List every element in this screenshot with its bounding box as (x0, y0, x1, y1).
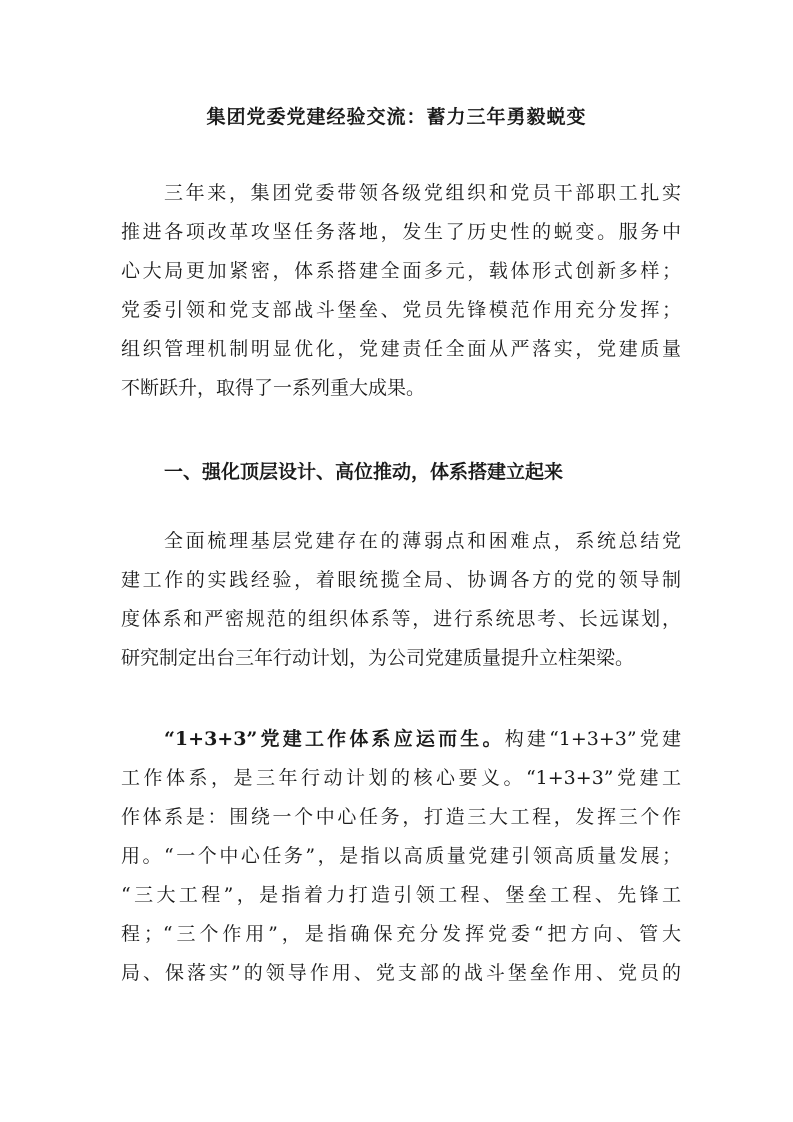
paragraph-line: 局、保落实”的领导作用、党支部的战斗堡垒作用、党员的 (121, 962, 681, 984)
paragraph-line: 作体系是：围绕一个中心任务，打造三大工程，发挥三个作 (121, 806, 681, 828)
paragraph-line: 党委引领和党支部战斗堡垒、党员先锋模范作用充分发挥； (121, 299, 681, 321)
paragraph-line: 程；“三个作用”，是指确保充分发挥党委“把方向、管大 (121, 923, 681, 945)
intro-paragraph (121, 174, 681, 408)
paragraph-line: “三大工程”，是指着力打造引领工程、堡垒工程、先锋工 (121, 884, 681, 906)
subsection-lead: “1+3+3”党建工作体系应运而生。 (164, 728, 505, 750)
subsection-lead-continuation: 构建“1+3+3”党建 (504, 728, 681, 750)
paragraph-line: 用。“一个中心任务”，是指以高质量党建引领高质量发展； (121, 845, 681, 867)
paragraph-line: 不断跃升，取得了一系列重大成果。 (121, 377, 426, 399)
paragraph-line (121, 720, 681, 759)
paragraph-line: 全面梳理基层党建存在的薄弱点和困难点，系统总结党 (164, 530, 681, 552)
section1-paragraph (121, 522, 681, 678)
paragraph-line: 推进各项改革攻坚任务落地，发生了历史性的蜕变。服务中 (121, 221, 681, 243)
paragraph-line: 建工作的实践经验，着眼统揽全局、协调各方的党的领导制 (121, 569, 681, 591)
document-title: 集团党委党建经验交流：蓄力三年勇毅蜕变 (206, 106, 587, 128)
paragraph-line: 工作体系，是三年行动计划的核心要义。“1+3+3”党建工 (121, 767, 681, 789)
paragraph-line: 组织管理机制明显优化，党建责任全面从严落实，党建质量 (121, 338, 681, 360)
paragraph-line: 度体系和严密规范的组织体系等，进行系统思考、长远谋划， (121, 608, 681, 630)
section-heading: 一、强化顶层设计、高位推动，体系搭建立起来 (164, 461, 564, 483)
paragraph-line: 三年来，集团党委带领各级党组织和党员干部职工扎实 (164, 182, 681, 204)
paragraph-line: 心大局更加紧密，体系搭建全面多元，载体形式创新多样； (121, 260, 681, 282)
paragraph-line: 研究制定出台三年行动计划，为公司党建质量提升立柱架梁。 (121, 647, 635, 669)
subsection-paragraph (121, 720, 681, 993)
